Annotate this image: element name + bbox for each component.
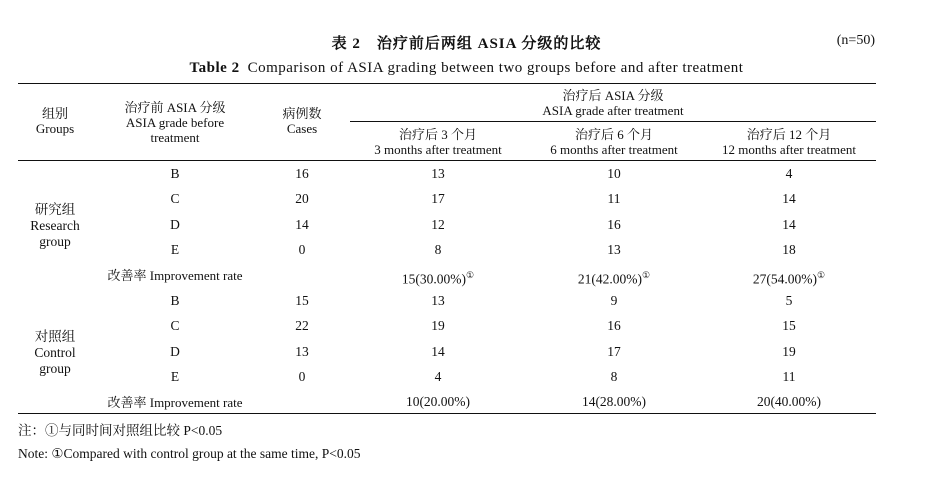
top-rule xyxy=(18,83,876,84)
group-research-label: 研究组 Research group xyxy=(30,202,80,249)
header-6m: 治疗后 6 个月 6 months after treatment xyxy=(550,127,678,157)
note-cn: 注：①与同时间对照组比较 P<0.05 xyxy=(18,423,223,438)
table-title-cn: 表 2 治疗前后两组 ASIA 分级的比较 xyxy=(331,36,602,52)
header-cases: 病例数 Cases xyxy=(282,106,322,136)
group-control-label: 对照组 Control group xyxy=(34,329,76,376)
header-12m: 治疗后 12 个月 12 months after treatment xyxy=(722,127,856,157)
header-after: 治疗后 ASIA 分级 ASIA grade after treatment xyxy=(542,88,684,118)
header-3m: 治疗后 3 个月 3 months after treatment xyxy=(374,127,502,157)
table-title-en-text: Comparison of ASIA grading between two groups before and after treatment xyxy=(247,60,744,76)
header-before: 治疗前 ASIA 分级 ASIA grade before treatment xyxy=(124,100,226,145)
table-label: Table 2 xyxy=(189,60,240,76)
header-bottom-rule xyxy=(18,160,876,161)
bottom-rule xyxy=(18,413,876,414)
header-groups: 组别 Groups xyxy=(35,106,75,136)
table-title-en xyxy=(0,60,933,77)
header-subrule xyxy=(350,121,876,122)
note-en: Note: ①Compared with control group at the same time, P<0.05 xyxy=(18,446,361,461)
sample-size: (n=50) xyxy=(836,33,875,48)
